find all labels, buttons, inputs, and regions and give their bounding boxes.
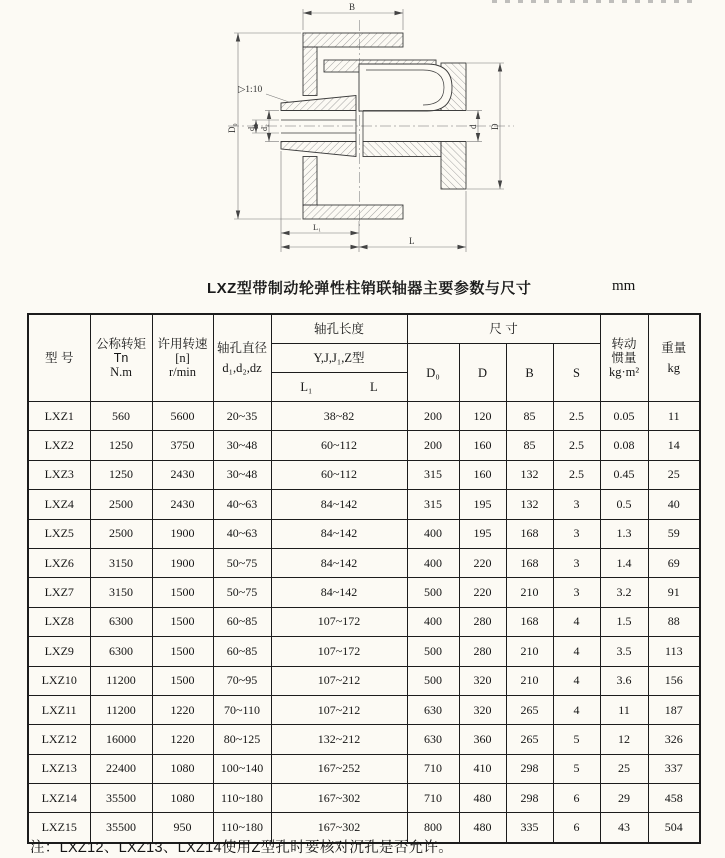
table-cell: 3750 — [152, 431, 213, 460]
table-row — [28, 490, 700, 519]
table-cell: 630 — [407, 725, 459, 754]
table-cell: 1080 — [152, 754, 213, 783]
table-cell: 265 — [506, 725, 553, 754]
table-cell: 85 — [506, 431, 553, 460]
table-cell: 40~63 — [213, 490, 271, 519]
table-cell: 6 — [553, 813, 600, 843]
header-text: 公称转矩Tn — [95, 337, 146, 365]
table-cell: 4 — [553, 695, 600, 724]
table-cell: LXZ1 — [28, 402, 90, 431]
table-row — [28, 548, 700, 577]
table-cell: 6300 — [90, 637, 152, 666]
table-row — [28, 784, 700, 813]
table-cell: 88 — [648, 607, 700, 636]
table-body — [28, 402, 700, 843]
table-cell: 70~110 — [213, 695, 271, 724]
table-cell: LXZ6 — [28, 548, 90, 577]
header-text: 重量 — [661, 341, 687, 355]
col-header-bore-diameter — [213, 314, 271, 402]
table-cell: 3 — [553, 548, 600, 577]
dim-label-l1: L₁ — [313, 222, 322, 232]
table-row — [28, 666, 700, 695]
dim-label-b: B — [349, 2, 356, 12]
table-cell: 500 — [407, 637, 459, 666]
header-text: N.m — [110, 365, 132, 379]
table-cell: 38~82 — [271, 402, 407, 431]
table-cell: 20~35 — [213, 402, 271, 431]
table-cell: 5 — [553, 754, 600, 783]
header-text: d₁,d₂,dz — [222, 361, 262, 375]
table-cell: 3 — [553, 490, 600, 519]
table-cell: 0.45 — [600, 460, 648, 489]
col-header-model: 型 号 — [28, 314, 90, 402]
table-cell: 480 — [459, 784, 506, 813]
technical-drawing — [225, 0, 517, 272]
table-cell: 504 — [648, 813, 700, 843]
table-row — [28, 725, 700, 754]
table-cell: 59 — [648, 519, 700, 548]
table-cell: LXZ5 — [28, 519, 90, 548]
table-cell: 1500 — [152, 637, 213, 666]
table-cell: 110~180 — [213, 784, 271, 813]
table-cell: 30~48 — [213, 431, 271, 460]
table-cell: 168 — [506, 548, 553, 577]
table-cell: 120 — [459, 402, 506, 431]
table-cell: 1080 — [152, 784, 213, 813]
table-cell: 500 — [407, 578, 459, 607]
col-header-weight — [648, 314, 700, 402]
table-cell: 4 — [553, 607, 600, 636]
table-row — [28, 519, 700, 548]
table-cell: 1.5 — [600, 607, 648, 636]
table-cell: 4 — [553, 666, 600, 695]
table-cell: 167~302 — [271, 784, 407, 813]
header-text-L: L — [370, 380, 378, 394]
header-text: kg·m² — [608, 365, 640, 379]
table-cell: 30~48 — [213, 460, 271, 489]
table-cell: 280 — [459, 637, 506, 666]
col-header-torque — [90, 314, 152, 402]
table-cell: 110~180 — [213, 813, 271, 843]
table-cell: 168 — [506, 607, 553, 636]
col-header-speed — [152, 314, 213, 402]
header-text: [n] — [175, 351, 190, 365]
table-cell: 220 — [459, 548, 506, 577]
dim-label-D: D — [490, 123, 500, 130]
table-cell: 2430 — [152, 460, 213, 489]
table-cell: 100~140 — [213, 754, 271, 783]
table-cell: LXZ10 — [28, 666, 90, 695]
table-cell: 6 — [553, 784, 600, 813]
table-cell: 800 — [407, 813, 459, 843]
table-cell: LXZ11 — [28, 695, 90, 724]
table-cell: 50~75 — [213, 548, 271, 577]
table-cell: 0.05 — [600, 402, 648, 431]
table-cell: 315 — [407, 490, 459, 519]
table-row — [28, 607, 700, 636]
table-cell: 1250 — [90, 431, 152, 460]
table-cell: 12 — [600, 725, 648, 754]
table-cell: 156 — [648, 666, 700, 695]
table-cell: 1500 — [152, 666, 213, 695]
table-cell: 25 — [648, 460, 700, 489]
table-cell: 710 — [407, 784, 459, 813]
table-cell: 326 — [648, 725, 700, 754]
table-cell: 60~112 — [271, 431, 407, 460]
dim-label-d2: d₂ — [260, 124, 269, 131]
table-cell: 132~212 — [271, 725, 407, 754]
table-cell: 630 — [407, 695, 459, 724]
header-text: kg — [667, 361, 681, 375]
title-row — [0, 277, 725, 297]
table-cell: 107~172 — [271, 637, 407, 666]
table-header — [28, 314, 700, 402]
header-text: 轴孔直径 — [216, 341, 267, 355]
table-cell: 107~212 — [271, 666, 407, 695]
taper-note: ▷1:10 — [238, 85, 263, 95]
table-cell: 400 — [407, 607, 459, 636]
table-cell: 2500 — [90, 519, 152, 548]
table-cell: 22400 — [90, 754, 152, 783]
table-cell: 220 — [459, 578, 506, 607]
table-cell: 113 — [648, 637, 700, 666]
header-text-L1: L₁ — [300, 380, 313, 394]
table-cell: 84~142 — [271, 578, 407, 607]
table-cell: 320 — [459, 666, 506, 695]
table-cell: 1900 — [152, 548, 213, 577]
header-text: r/min — [168, 365, 197, 379]
table-cell: LXZ4 — [28, 490, 90, 519]
table-cell: 500 — [407, 666, 459, 695]
table-cell: 187 — [648, 695, 700, 724]
centerlines — [228, 20, 514, 228]
table-cell: 11200 — [90, 666, 152, 695]
table-cell: 265 — [506, 695, 553, 724]
table-cell: 107~172 — [271, 607, 407, 636]
table-cell: 458 — [648, 784, 700, 813]
table-cell: 0.08 — [600, 431, 648, 460]
table-cell: 400 — [407, 548, 459, 577]
table-cell: 168 — [506, 519, 553, 548]
table-cell: LXZ7 — [28, 578, 90, 607]
dim-label-d0: D₀ — [227, 123, 237, 133]
table-cell: 167~252 — [271, 754, 407, 783]
table-cell: 35500 — [90, 784, 152, 813]
table-cell: 200 — [407, 402, 459, 431]
table-cell: 3150 — [90, 548, 152, 577]
clipped-page-header-fragment — [492, 0, 698, 3]
col-header-S: S — [553, 344, 600, 402]
table-cell: 91 — [648, 578, 700, 607]
table-cell: 2.5 — [553, 460, 600, 489]
table-cell: 107~212 — [271, 695, 407, 724]
table-cell: 710 — [407, 754, 459, 783]
table-cell: LXZ13 — [28, 754, 90, 783]
table-cell: 1500 — [152, 607, 213, 636]
table-cell: 11 — [648, 402, 700, 431]
table-cell: 195 — [459, 519, 506, 548]
table-cell: 60~85 — [213, 637, 271, 666]
table-cell: 195 — [459, 490, 506, 519]
table-cell: 950 — [152, 813, 213, 843]
dim-label-d: d — [468, 124, 478, 129]
dim-label-d1: d₁ — [247, 124, 256, 131]
table-cell: 480 — [459, 813, 506, 843]
table-cell: 3 — [553, 578, 600, 607]
dim-label-l: L — [409, 236, 415, 246]
table-cell: LXZ3 — [28, 460, 90, 489]
table-cell: 160 — [459, 460, 506, 489]
table-cell: 315 — [407, 460, 459, 489]
col-header-D: D — [459, 344, 506, 402]
table-cell: LXZ15 — [28, 813, 90, 843]
table-cell: 3 — [553, 519, 600, 548]
header-row-1 — [28, 314, 700, 344]
table-cell: 2500 — [90, 490, 152, 519]
table-cell: 210 — [506, 666, 553, 695]
table-cell: 400 — [407, 519, 459, 548]
table-cell: 6300 — [90, 607, 152, 636]
table-cell: 167~302 — [271, 813, 407, 843]
table-cell: 210 — [506, 637, 553, 666]
table-cell: LXZ14 — [28, 784, 90, 813]
table-cell: 40~63 — [213, 519, 271, 548]
table-cell: 1900 — [152, 519, 213, 548]
table-cell: 5600 — [152, 402, 213, 431]
table-cell: 84~142 — [271, 490, 407, 519]
table-cell: 2430 — [152, 490, 213, 519]
table-cell: LXZ8 — [28, 607, 90, 636]
table-cell: 4 — [553, 637, 600, 666]
table-cell: 84~142 — [271, 519, 407, 548]
table-cell: 40 — [648, 490, 700, 519]
table-cell: 43 — [600, 813, 648, 843]
table-cell: 337 — [648, 754, 700, 783]
table-cell: 11 — [600, 695, 648, 724]
table-cell: 2.5 — [553, 402, 600, 431]
table-cell: 132 — [506, 490, 553, 519]
table-cell: 335 — [506, 813, 553, 843]
table-cell: 85 — [506, 402, 553, 431]
table-cell: 410 — [459, 754, 506, 783]
table-cell: 280 — [459, 607, 506, 636]
table-cell: 70~95 — [213, 666, 271, 695]
table-cell: 60~85 — [213, 607, 271, 636]
table-row — [28, 578, 700, 607]
table-cell: 560 — [90, 402, 152, 431]
table-cell: 1220 — [152, 725, 213, 754]
header-text: 许用转速 — [157, 337, 208, 351]
table-cell: 69 — [648, 548, 700, 577]
table-cell: 1.4 — [600, 548, 648, 577]
table-cell: 298 — [506, 784, 553, 813]
table-row — [28, 460, 700, 489]
table-cell: 25 — [600, 754, 648, 783]
table-cell: 2.5 — [553, 431, 600, 460]
table-cell: 1.3 — [600, 519, 648, 548]
table-cell: 360 — [459, 725, 506, 754]
table-row — [28, 637, 700, 666]
table-cell: 16000 — [90, 725, 152, 754]
table-cell: 1220 — [152, 695, 213, 724]
table-cell: 3.2 — [600, 578, 648, 607]
col-header-D0: D₀ — [407, 344, 459, 402]
table-cell: 11200 — [90, 695, 152, 724]
table-cell: LXZ12 — [28, 725, 90, 754]
table-cell: 210 — [506, 578, 553, 607]
col-header-dimensions: 尺 寸 — [407, 314, 600, 344]
table-cell: LXZ9 — [28, 637, 90, 666]
table-cell: 29 — [600, 784, 648, 813]
table-cell: 320 — [459, 695, 506, 724]
table-cell: 160 — [459, 431, 506, 460]
table-cell: 3.5 — [600, 637, 648, 666]
table-row — [28, 754, 700, 783]
table-cell: 5 — [553, 725, 600, 754]
table-cell: 3.6 — [600, 666, 648, 695]
table-row — [28, 431, 700, 460]
table-cell: 1500 — [152, 578, 213, 607]
col-header-bore-types: Y,J,J₁,Z型 — [271, 344, 407, 373]
table-cell: 0.5 — [600, 490, 648, 519]
table-cell: 80~125 — [213, 725, 271, 754]
table-cell: 35500 — [90, 813, 152, 843]
table-cell: 298 — [506, 754, 553, 783]
header-text: 转动 — [611, 337, 637, 351]
table-row — [28, 695, 700, 724]
table-cell: LXZ2 — [28, 431, 90, 460]
table-cell: 1250 — [90, 460, 152, 489]
col-header-bore-length: 轴孔长度 — [271, 314, 407, 344]
unit-label: mm — [612, 278, 636, 294]
table-cell: 3150 — [90, 578, 152, 607]
table-cell: 200 — [407, 431, 459, 460]
table-cell: 14 — [648, 431, 700, 460]
table-cell: 60~112 — [271, 460, 407, 489]
table-cell: 50~75 — [213, 578, 271, 607]
parameters-table — [27, 313, 701, 844]
table-row — [28, 402, 700, 431]
table-cell: 84~142 — [271, 548, 407, 577]
col-header-B: B — [506, 344, 553, 402]
table-title: LXZ型带制动轮弹性柱销联轴器主要参数与尺寸 — [207, 280, 532, 297]
coupling-section-drawing — [225, 0, 517, 272]
table-cell: 132 — [506, 460, 553, 489]
header-text: 惯量 — [611, 351, 637, 365]
col-header-inertia — [600, 314, 648, 402]
footnote: 注：LXZ12、LXZ13、LXZ14使用Z型孔时要核对沉孔是否允许。 — [30, 840, 454, 856]
col-header-L1-L — [271, 373, 407, 402]
